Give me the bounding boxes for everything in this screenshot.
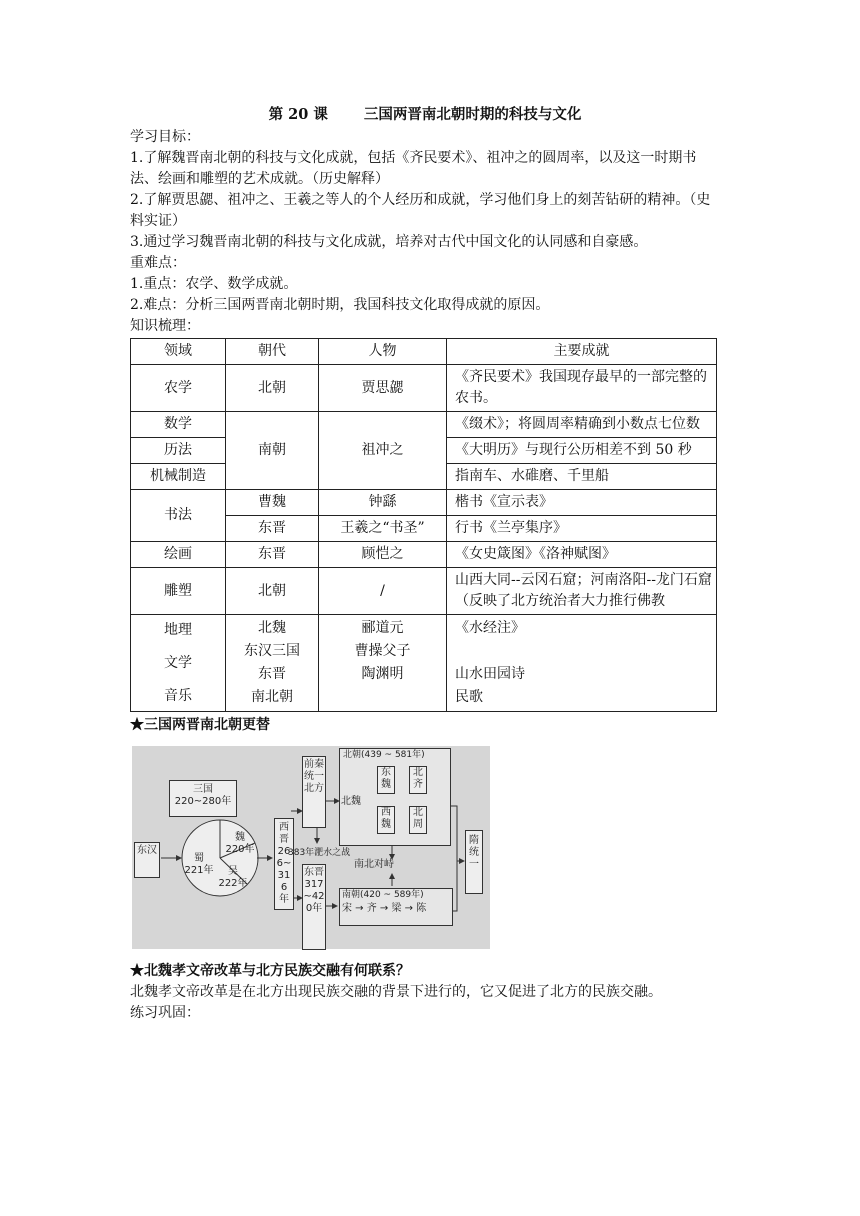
field-cell: 书法	[131, 490, 226, 542]
blank-line	[455, 640, 712, 663]
wei-label	[225, 832, 255, 856]
beichao-label: 北朝(439 ~ 581年)	[343, 750, 425, 760]
wu-name: 吴	[228, 866, 238, 877]
qianqin-box	[302, 756, 326, 828]
practice-heading: 练习巩固：	[130, 1005, 200, 1021]
qi-label: 齐	[366, 903, 377, 914]
field-literature: 文学	[164, 654, 192, 671]
achievement-shuijingzhu: 《水经注》	[455, 620, 525, 636]
dynasty-beiwei: 北魏	[258, 620, 286, 636]
liang-label: 梁	[391, 903, 402, 914]
dongwei-label: 东魏	[381, 767, 391, 790]
achievement-cell: 行书《兰亭集序》	[447, 516, 717, 542]
achievement-cell: 楷书《宣示表》	[447, 490, 717, 516]
sui-label: 隋统一	[469, 835, 479, 870]
dynasty-succession-diagram	[132, 746, 490, 949]
table-row	[131, 615, 717, 712]
sui-box	[465, 830, 483, 894]
table-header-row	[131, 339, 717, 365]
qianqin-label: 前秦统一北方	[304, 759, 324, 794]
xiwei-label: 西魏	[381, 807, 391, 830]
key-heading: 重难点：	[130, 255, 186, 271]
wei-name: 魏	[235, 832, 245, 843]
achievement-cell: 《女史箴图》《洛神赋图》	[447, 542, 717, 568]
dynasty-cell: 东晋	[226, 516, 319, 542]
field-cell: 机械制造	[131, 464, 226, 490]
beiwei-label: 北魏	[341, 796, 361, 807]
beizhou-label: 北周	[413, 807, 423, 830]
person-cell: 王羲之“书圣”	[319, 516, 447, 542]
dynasty-cell: 北朝	[226, 365, 319, 412]
goals-heading: 学习目标：	[130, 129, 200, 145]
field-cell: 雕塑	[131, 568, 226, 615]
header-dynasty: 朝代	[226, 339, 319, 365]
wei-year: 220年	[225, 844, 255, 855]
section-dynasty-succession: ★三国两晋南北朝更替	[130, 717, 270, 733]
table-row	[131, 365, 717, 412]
goal-1: 1.了解魏晋南北朝的科技与文化成就，包括《齐民要术》、祖冲之的圆周率，以及这一时期书法、绘画和雕塑的艺术成就。（历史解释）	[130, 150, 697, 187]
header-achievement: 主要成就	[447, 339, 717, 365]
table-row	[131, 490, 717, 516]
person-cell: 贾思勰	[319, 365, 447, 412]
person-lidaoyuan: 郦道元	[361, 620, 404, 636]
person-caocao: 曹操父子	[354, 643, 411, 659]
field-music: 音乐	[164, 687, 192, 704]
beiqi-label: 北齐	[413, 767, 423, 790]
person-cell: /	[319, 568, 447, 615]
wu-year: 222年	[218, 878, 248, 889]
achievement-cell: 《大明历》与现行公历相差不到 50 秒	[447, 438, 717, 464]
answer-text: 北魏孝文帝改革是在北方出现民族交融的背景下进行的，它又促进了北方的民族交融。	[130, 984, 662, 1000]
person-cell: 祖冲之	[319, 412, 447, 490]
dongjin-label: 东晋	[304, 867, 324, 878]
dynasty-dongjin: 东晋	[258, 666, 286, 682]
header-field: 领域	[131, 339, 226, 365]
nanbei-label: 南北对峙	[354, 859, 394, 870]
southern-sequence: 宋 → 齐 → 梁 → 陈	[342, 903, 427, 914]
lesson-topic: 三国两晋南北朝时期的科技与文化	[363, 106, 582, 123]
sanguo-box	[169, 780, 237, 817]
feishui-label: 383年淝水之战	[288, 848, 351, 858]
nanchao-box	[339, 888, 453, 926]
beizhou-box	[409, 806, 427, 834]
document-page	[130, 104, 720, 1024]
header-person: 人物	[319, 339, 447, 365]
xijin-box	[274, 818, 294, 910]
dynasty-donghan-sanguo: 东汉三国	[244, 643, 300, 659]
knowledge-heading: 知识梳理：	[130, 318, 200, 334]
donghan-label: 东汉	[137, 845, 157, 856]
field-cell	[131, 615, 226, 712]
field-cell: 数学	[131, 412, 226, 438]
table-row	[131, 412, 717, 438]
shu-name: 蜀	[194, 853, 204, 864]
page-title	[130, 104, 720, 125]
sanguo-years: 220~280年	[174, 796, 232, 807]
person-cell	[319, 615, 447, 712]
chen-label: 陈	[416, 903, 427, 914]
shu-year: 221年	[184, 865, 214, 876]
dynasty-cell: 东晋	[226, 542, 319, 568]
achievement-poetry: 山水田园诗	[455, 666, 525, 682]
song-label: 宋	[342, 903, 352, 914]
wu-label	[218, 866, 248, 890]
section-question: ★北魏孝文帝改革与北方民族交融有何联系？	[130, 963, 410, 979]
dynasty-cell: 曹魏	[226, 490, 319, 516]
goal-2: 2.了解贾思勰、祖冲之、王羲之等人的个人经历和成就，学习他们身上的刻苦钻研的精神。（史料实证）	[130, 192, 711, 229]
sanguo-label: 三国	[193, 784, 213, 795]
xiwei-box	[377, 806, 395, 834]
beiqi-box	[409, 766, 427, 794]
xijin-label: 西晋	[279, 822, 289, 845]
key-point-2: 2.难点：分析三国两晋南北朝时期，我国科技文化取得成就的原因。	[130, 297, 550, 313]
achievement-cell	[447, 615, 717, 712]
field-geography: 地理	[164, 621, 192, 638]
table-row	[131, 542, 717, 568]
person-cell: 钟繇	[319, 490, 447, 516]
person-taoyuanming: 陶渊明	[361, 666, 404, 682]
achievement-cell: 《齐民要术》我国现存最早的一部完整的农书。	[447, 365, 717, 412]
shu-label	[184, 853, 214, 877]
dynasty-cell: 南朝	[226, 412, 319, 490]
dynasty-cell	[226, 615, 319, 712]
donghan-box	[134, 842, 160, 878]
person-cell: 顾恺之	[319, 542, 447, 568]
key-point-1: 1.重点：农学、数学成就。	[130, 276, 298, 292]
dynasty-cell: 北朝	[226, 568, 319, 615]
achievement-cell: 指南车、水碓磨、千里船	[447, 464, 717, 490]
knowledge-table	[130, 338, 717, 712]
dongjin-box	[302, 864, 326, 950]
xijin-years: 266~316年	[276, 846, 292, 905]
achievement-folksong: 民歌	[455, 689, 483, 705]
field-cell: 绘画	[131, 542, 226, 568]
dongwei-box	[377, 766, 395, 794]
dynasty-nanbeichao: 南北朝	[251, 689, 293, 705]
field-cell: 历法	[131, 438, 226, 464]
table-row	[131, 568, 717, 615]
lesson-number: 第 20 课	[268, 106, 328, 123]
dongjin-years: 317~420年	[303, 879, 325, 914]
field-cell: 农学	[131, 365, 226, 412]
achievement-cell: 山西大同--云冈石窟；河南洛阳--龙门石窟（反映了北方统治者大力推行佛教	[447, 568, 717, 615]
goal-3: 3.通过学习魏晋南北朝的科技与文化成就，培养对古代中国文化的认同感和自豪感。	[130, 234, 648, 250]
achievement-cell: 《缀术》；将圆周率精确到小数点七位数	[447, 412, 717, 438]
nanchao-label: 南朝(420 ~ 589年)	[342, 890, 424, 900]
